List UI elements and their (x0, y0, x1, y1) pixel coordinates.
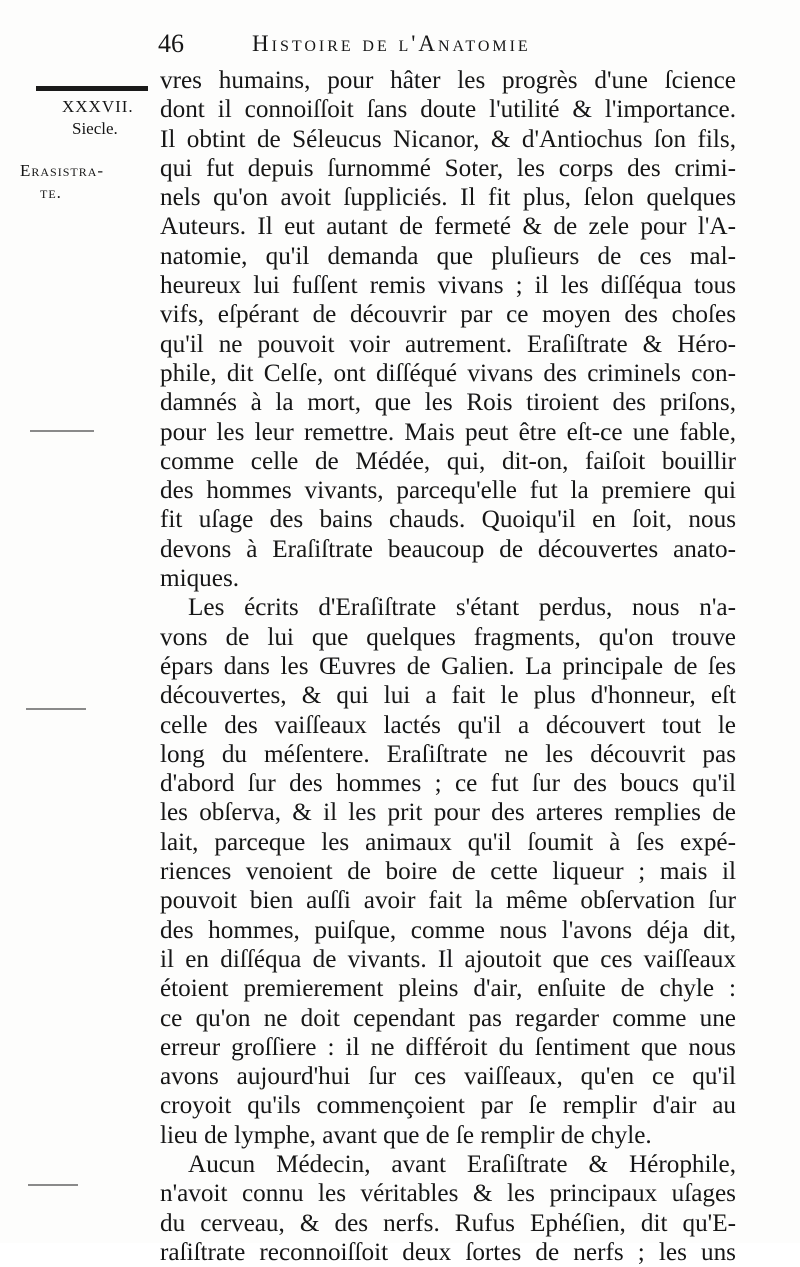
margin-note-name-continued: te. (40, 183, 62, 202)
running-title: Histoire de l'Anatomie (252, 31, 531, 56)
text-line: qu'il ne pouvoit voir autrement. Eraſiſtrate & Héro- (160, 330, 736, 358)
text-line: il en diſſéqua de vivants. Il ajoutoit que ces vaiſſeaux (160, 945, 736, 973)
text-line: celle des vaiſſeaux lactés qu'il a découvert tout le (160, 711, 736, 739)
text-line: damnés à la mort, que les Rois tiroient des priſons, (160, 389, 736, 417)
text-line: natomie, qu'il demanda que pluſieurs de ces mal- (160, 242, 736, 270)
text-line: Auteurs. Il eut autant de fermeté & de zele pour l'A- (160, 213, 736, 241)
text-line: nels qu'on avoit ſuppliciés. Il fit plus, ſelon quelques (160, 184, 736, 212)
text-line: erreur groſſiere : il ne différoit du ſentiment que nous (160, 1033, 736, 1061)
text-line: du cerveau, & des nerfs. Rufus Ephéſien, dit qu'E- (160, 1209, 736, 1237)
text-line: devons à Eraſiſtrate beaucoup de découvertes anato- (160, 535, 736, 563)
page-number: 46 (158, 29, 184, 58)
text-line: Aucun Médecin, avant Eraſiſtrate & Hérophile, (188, 1150, 736, 1178)
text-line: vres humains, pour hâter les progrès d'une ſcience (160, 67, 736, 94)
text-line: lieu de lymphe, avant que de ſe remplir de chyle. (160, 1121, 652, 1149)
margin-note-century: Siecle. (72, 119, 118, 138)
text-line: raſiſtrate reconnoiſſoit deux ſortes de nerfs ; les uns (160, 1238, 736, 1266)
text-line: n'avoit connu les véritables & les principaux uſages (160, 1180, 736, 1208)
text-line: fit uſage des bains chauds. Quoiqu'il en ſoit, nous (160, 506, 736, 534)
body-text (160, 66, 736, 1267)
text-line: miques. (160, 565, 240, 593)
text-line: des hommes, puiſque, comme nous l'avons déja dit, (160, 916, 736, 944)
text-line: phile, dit Celſe, ont diſſéqué vivans des criminels con- (160, 359, 736, 387)
text-line: ce qu'on ne doit cependant pas regarder comme une (160, 1004, 736, 1032)
margin-tick (26, 708, 86, 710)
text-line: d'abord ſur des hommes ; ce fut ſur des boucs qu'il (160, 770, 736, 798)
text-line: vons de lui que quelques fragments, qu'on trouve (160, 623, 736, 651)
text-line: Les écrits d'Eraſiſtrate s'étant perdus, nous n'a- (188, 594, 736, 622)
text-line: avons aujourd'hui ſur ces vaiſſeaux, qu'en ce qu'il (160, 1063, 736, 1091)
margin-tick (30, 430, 94, 432)
margin-note-name: Erasistra- (20, 161, 105, 180)
text-line: lait, parceque les animaux qu'il ſoumit à ſes expé- (160, 828, 736, 856)
text-line: comme celle de Médée, qui, dit-on, faiſoit bouillir (160, 447, 736, 475)
text-line: les obſerva, & il les prit pour des arteres remplies de (160, 799, 736, 827)
text-line: qui fut depuis ſurnommé Soter, les corps des crimi- (160, 154, 736, 182)
text-line: riences venoient de boire de cette liqueur ; mais il (160, 858, 736, 886)
text-line: croyoit qu'ils commençoient par ſe remplir d'air au (160, 1092, 736, 1120)
text-line: long du méſentere. Eraſiſtrate ne les découvrit pas (160, 740, 736, 768)
text-line: heureux lui fuſſent remis vivans ; il les diſſéqua tous (160, 272, 736, 300)
text-line: pouvoit bien auſſi avoir fait la même obſervation ſur (160, 887, 736, 915)
margin-rule (36, 86, 148, 91)
text-line: pour les leur remettre. Mais peut être eſt-ce une fable, (160, 418, 736, 446)
text-line: des hommes vivants, parcequ'elle fut la premiere qui (160, 477, 736, 505)
text-line: découvertes, & qui lui a fait le plus d'honneur, eſt (160, 682, 736, 710)
text-line: Il obtint de Séleucus Nicanor, & d'Antiochus ſon fils, (160, 125, 736, 153)
text-line: dont il connoiſſoit ſans doute l'utilité & l'importance. (160, 96, 736, 124)
margin-tick (28, 1184, 78, 1186)
margin-note-number: XXXVII. (62, 97, 134, 116)
text-line: vifs, eſpérant de découvrir par ce moyen des choſes (160, 301, 736, 329)
text-line: épars dans les Œuvres de Galien. La principale de ſes (160, 652, 736, 680)
text-line: étoient premierement pleins d'air, enſuite de chyle : (160, 975, 736, 1003)
